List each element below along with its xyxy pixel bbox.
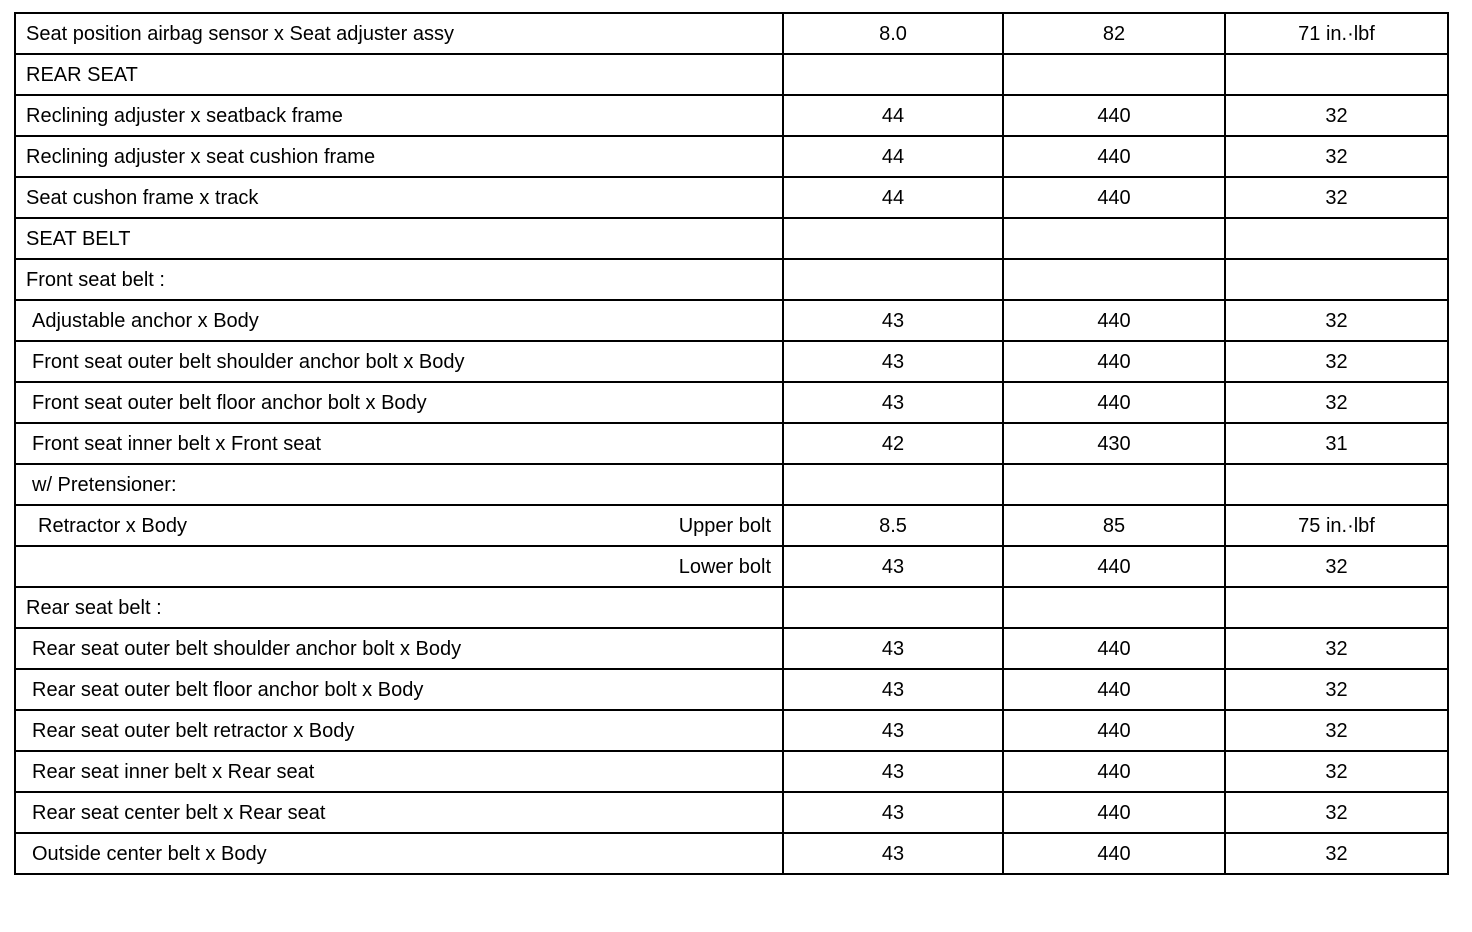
torque-kgfcm-cell: 440 — [1003, 300, 1225, 341]
torque-kgfcm-cell — [1003, 587, 1225, 628]
torque-nm-cell: 43 — [783, 792, 1003, 833]
torque-ftlbf-cell — [1225, 259, 1448, 300]
table-row — [15, 710, 1448, 751]
torque-ftlbf-cell: 75 in.·lbf — [1225, 505, 1448, 546]
description-cell — [15, 177, 783, 218]
description-label: Adjustable anchor x Body — [32, 309, 259, 332]
torque-kgfcm-cell: 440 — [1003, 546, 1225, 587]
torque-ftlbf-cell: 32 — [1225, 177, 1448, 218]
description-cell — [15, 54, 783, 95]
table-row — [15, 669, 1448, 710]
torque-nm-cell — [783, 218, 1003, 259]
description-label: Rear seat outer belt shoulder anchor bolt x Body — [32, 637, 462, 660]
torque-nm-cell — [783, 464, 1003, 505]
torque-nm-cell — [783, 259, 1003, 300]
table-row — [15, 177, 1448, 218]
torque-nm-cell — [783, 587, 1003, 628]
torque-ftlbf-cell: 32 — [1225, 341, 1448, 382]
description-label: Rear seat inner belt x Rear seat — [32, 760, 315, 783]
description-cell — [15, 628, 783, 669]
torque-kgfcm-cell: 440 — [1003, 628, 1225, 669]
table-row — [15, 587, 1448, 628]
description-cell — [15, 300, 783, 341]
table-row — [15, 628, 1448, 669]
description-label: Reclining adjuster x seat cushion frame — [26, 145, 376, 168]
description-label: Rear seat center belt x Rear seat — [32, 801, 326, 824]
torque-nm-cell: 43 — [783, 300, 1003, 341]
description-label: Retractor x Body — [38, 514, 187, 537]
description-label: Front seat outer belt floor anchor bolt x Body — [32, 391, 427, 414]
description-label: SEAT BELT — [26, 227, 131, 250]
description-cell — [15, 669, 783, 710]
torque-ftlbf-cell — [1225, 587, 1448, 628]
torque-nm-cell: 43 — [783, 710, 1003, 751]
torque-kgfcm-cell — [1003, 464, 1225, 505]
description-cell — [15, 382, 783, 423]
table-row — [15, 136, 1448, 177]
torque-kgfcm-cell: 85 — [1003, 505, 1225, 546]
table-body — [15, 13, 1448, 874]
table-row — [15, 341, 1448, 382]
description-label: Reclining adjuster x seatback frame — [26, 104, 343, 127]
table-row — [15, 382, 1448, 423]
description-label: Outside center belt x Body — [32, 842, 267, 865]
torque-ftlbf-cell: 32 — [1225, 95, 1448, 136]
torque-kgfcm-cell: 440 — [1003, 792, 1225, 833]
torque-ftlbf-cell — [1225, 464, 1448, 505]
torque-ftlbf-cell: 32 — [1225, 669, 1448, 710]
description-label: w/ Pretensioner: — [32, 473, 177, 496]
description-label: Rear seat belt : — [26, 596, 162, 619]
torque-ftlbf-cell: 32 — [1225, 751, 1448, 792]
torque-nm-cell: 44 — [783, 95, 1003, 136]
table-row — [15, 464, 1448, 505]
description-cell — [15, 710, 783, 751]
torque-nm-cell: 43 — [783, 382, 1003, 423]
torque-kgfcm-cell — [1003, 218, 1225, 259]
torque-ftlbf-cell: 32 — [1225, 136, 1448, 177]
table-row — [15, 505, 1448, 546]
table-row — [15, 300, 1448, 341]
torque-kgfcm-cell: 82 — [1003, 13, 1225, 54]
torque-nm-cell: 8.0 — [783, 13, 1003, 54]
description-cell — [15, 505, 783, 546]
description-label: Front seat belt : — [26, 268, 165, 291]
torque-ftlbf-cell — [1225, 218, 1448, 259]
torque-kgfcm-cell: 440 — [1003, 136, 1225, 177]
torque-kgfcm-cell — [1003, 54, 1225, 95]
description-cell — [15, 218, 783, 259]
torque-nm-cell: 44 — [783, 177, 1003, 218]
torque-nm-cell: 44 — [783, 136, 1003, 177]
torque-nm-cell: 42 — [783, 423, 1003, 464]
torque-ftlbf-cell: 32 — [1225, 382, 1448, 423]
torque-nm-cell: 43 — [783, 751, 1003, 792]
torque-nm-cell: 43 — [783, 669, 1003, 710]
table-row — [15, 54, 1448, 95]
torque-kgfcm-cell: 440 — [1003, 833, 1225, 874]
torque-nm-cell: 43 — [783, 546, 1003, 587]
torque-ftlbf-cell: 32 — [1225, 710, 1448, 751]
bolt-position-label: Lower bolt — [678, 555, 771, 578]
torque-kgfcm-cell: 440 — [1003, 669, 1225, 710]
torque-kgfcm-cell — [1003, 259, 1225, 300]
description-label: Rear seat outer belt floor anchor bolt x Body — [32, 678, 424, 701]
description-label: Seat position airbag sensor x Seat adjuster assy — [26, 22, 455, 45]
torque-kgfcm-cell: 430 — [1003, 423, 1225, 464]
torque-kgfcm-cell: 440 — [1003, 95, 1225, 136]
torque-spec-table — [14, 12, 1449, 875]
description-cell — [15, 587, 783, 628]
torque-ftlbf-cell: 71 in.·lbf — [1225, 13, 1448, 54]
description-label: Front seat inner belt x Front seat — [32, 432, 322, 455]
description-cell — [15, 259, 783, 300]
torque-kgfcm-cell: 440 — [1003, 341, 1225, 382]
description-label: Seat cushon frame x track — [26, 186, 259, 209]
torque-nm-cell — [783, 54, 1003, 95]
description-cell — [15, 792, 783, 833]
table-row — [15, 751, 1448, 792]
table-row — [15, 546, 1448, 587]
description-cell — [15, 464, 783, 505]
torque-ftlbf-cell: 31 — [1225, 423, 1448, 464]
torque-ftlbf-cell — [1225, 54, 1448, 95]
torque-kgfcm-cell: 440 — [1003, 177, 1225, 218]
description-cell — [15, 136, 783, 177]
table-row — [15, 792, 1448, 833]
torque-ftlbf-cell: 32 — [1225, 833, 1448, 874]
table-row — [15, 13, 1448, 54]
bolt-position-label: Upper bolt — [678, 514, 771, 537]
description-cell — [15, 751, 783, 792]
description-cell — [15, 13, 783, 54]
torque-kgfcm-cell: 440 — [1003, 751, 1225, 792]
description-label: Rear seat outer belt retractor x Body — [32, 719, 355, 742]
table-row — [15, 259, 1448, 300]
description-cell — [15, 546, 783, 587]
table-row — [15, 218, 1448, 259]
torque-ftlbf-cell: 32 — [1225, 628, 1448, 669]
description-cell — [15, 341, 783, 382]
description-cell — [15, 95, 783, 136]
torque-ftlbf-cell: 32 — [1225, 792, 1448, 833]
description-label: REAR SEAT — [26, 63, 138, 86]
description-label: Front seat outer belt shoulder anchor bolt x Body — [32, 350, 465, 373]
torque-ftlbf-cell: 32 — [1225, 300, 1448, 341]
torque-kgfcm-cell: 440 — [1003, 382, 1225, 423]
torque-kgfcm-cell: 440 — [1003, 710, 1225, 751]
table-row — [15, 833, 1448, 874]
torque-ftlbf-cell: 32 — [1225, 546, 1448, 587]
table-row — [15, 423, 1448, 464]
torque-nm-cell: 43 — [783, 628, 1003, 669]
description-cell — [15, 833, 783, 874]
torque-nm-cell: 43 — [783, 341, 1003, 382]
description-cell — [15, 423, 783, 464]
torque-nm-cell: 43 — [783, 833, 1003, 874]
torque-nm-cell: 8.5 — [783, 505, 1003, 546]
table-row — [15, 95, 1448, 136]
